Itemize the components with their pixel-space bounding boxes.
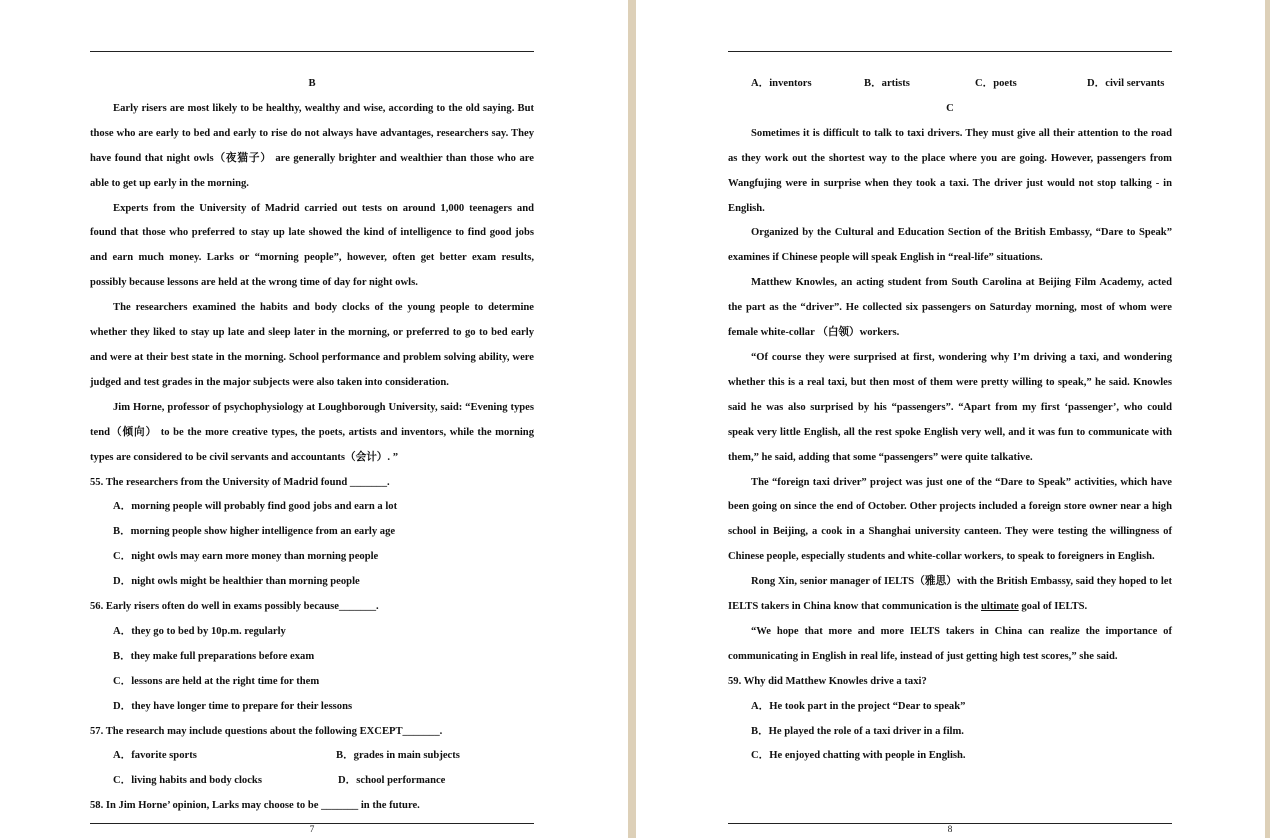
right-column (728, 72, 1172, 769)
answer-blank[interactable]: _______ (349, 476, 387, 488)
question-59: 59. Why did Matthew Knowles drive a taxi? (728, 675, 927, 687)
question-58: 58. In Jim Horne’ opinion, Larks may choose to be _______ in the future. (90, 800, 420, 812)
question-59-option-b[interactable]: B．He played the role of a taxi driver in a film. (751, 725, 964, 737)
question-56-option-d[interactable]: D．they have longer time to prepare for their lessons (113, 700, 353, 712)
page-gutter (628, 0, 636, 838)
passage-b-paragraph-4: Jim Horne, professor of psychophysiology at Loughborough University, said: “Evening types tend（倾向） to be the more creative types, the poets, artists and inventors, while the morning types are considered to be civil servants and accountants（会计）. ” (90, 401, 534, 463)
underlined-word: ultimate (981, 601, 1019, 613)
question-57-options-row-1 (90, 744, 534, 769)
question-58-option-c[interactable]: C．poets (975, 78, 1017, 89)
passage-c-paragraph-4: “Of course they were surprised at first, wondering why I’m driving a taxi, and wondering whether this is a real taxi, but then most of them were pretty willing to speak,” he said. Knowles said he was also surprised by his “passengers”. “Apart from my first ‘passenger’, who could speak very little English, all the rest spoke English very well, and it was fun to communicate with them,” he said, adding that some “passengers” were quite talkative. (728, 351, 1172, 463)
question-55-option-d[interactable]: D．night owls might be healthier than morning people (113, 576, 360, 588)
page-number: 7 (309, 825, 315, 835)
passage-c-paragraph-5: The “foreign taxi driver” project was just one of the “Dare to Speak” activities, which have been going on since the end of October. Other projects included a foreign store owner near a high school in Beijing, a cook in a Shanghai university canteen. They were testing the willingness of Chinese people, especially students and white-collar workers, to speak to foreigners in English. (728, 476, 1172, 563)
answer-blank[interactable]: _______ (402, 725, 440, 737)
passage-b-paragraph-1: Early risers are most likely to be healthy, wealthy and wise, according to the old saying. But those who are early to bed and early to rise do not always have advantages, researchers say. They have found that night owls（夜猫子） are generally brighter and wealthier than those who are able to get up early in the morning. (90, 102, 534, 189)
question-57-option-c[interactable]: C．living habits and body clocks (113, 775, 262, 787)
question-57: 57. The research may include questions about the following EXCEPT_______. (90, 725, 443, 737)
passage-c-paragraph-2: Organized by the Cultural and Education Section of the British Embassy, “Dare to Speak” examines if Chinese people will speak English in “real-life” situations. (728, 227, 1172, 264)
question-58-option-b[interactable]: B．artists (864, 78, 910, 89)
question-55-option-a[interactable]: A．morning people will probably find good jobs and earn a lot (113, 501, 398, 513)
question-55: 55. The researchers from the University of Madrid found _______. (90, 476, 390, 488)
left-column (90, 72, 534, 819)
question-57-options-row-2 (90, 769, 534, 794)
question-56-option-b[interactable]: B．they make full preparations before exam (113, 650, 315, 662)
question-57-option-d[interactable]: D．school performance (338, 775, 446, 787)
question-58-option-a[interactable]: A．inventors (751, 78, 812, 89)
question-57-option-a[interactable]: A．favorite sports (113, 750, 197, 762)
footer-rule (90, 823, 534, 824)
section-heading-c: C (946, 102, 954, 114)
question-55-option-b[interactable]: B．morning people show higher intelligence from an early age (113, 526, 396, 538)
passage-c-paragraph-6: Rong Xin, senior manager of IELTS（雅思）with the British Embassy, said they hoped to let IELTS takers in China know that communication is the ultimate goal of IELTS. (728, 576, 1172, 613)
passage-c-paragraph-7: “We hope that more and more IELTS takers in China can realize the importance of communicating in English in real life, instead of just getting high test scores,” she said. (728, 625, 1172, 662)
question-59-option-c[interactable]: C．He enjoyed chatting with people in English. (751, 750, 966, 762)
viewer-edge (1265, 0, 1270, 838)
question-55-option-c[interactable]: C．night owls may earn more money than morning people (113, 551, 379, 563)
passage-c-paragraph-1: Sometimes it is difficult to talk to taxi drivers. They must give all their attention to the road as they work out the shortest way to the place where you are going. However, passengers from Wangfujing were in surprise when they took a taxi. The driver just would not stop talking - in English. (728, 127, 1172, 214)
question-56-option-c[interactable]: C．lessons are held at the right time for them (113, 675, 320, 687)
answer-blank[interactable]: _______ (338, 601, 377, 613)
passage-c-paragraph-3: Matthew Knowles, an acting student from South Carolina at Beijing Film Academy, acted the part as the “driver”. He collected six passengers on Saturday morning, most of whom were female white-collar （白领）workers. (728, 277, 1172, 339)
question-56-option-a[interactable]: A．they go to bed by 10p.m. regularly (113, 625, 286, 637)
passage-b-paragraph-2: Experts from the University of Madrid carried out tests on around 1,000 teenagers and found that those who preferred to stay up late showed the kind of intelligence to find good jobs and earn much money. Larks or “morning people”, however, often get better exam results, possibly because lessons are held at the wrong time of day for night owls. (90, 202, 534, 289)
header-rule (728, 51, 1172, 52)
question-59-option-a[interactable]: A．He took part in the project “Dear to speak” (751, 700, 966, 712)
question-57-option-b[interactable]: B．grades in main subjects (336, 750, 460, 762)
answer-blank[interactable]: _______ (321, 800, 359, 812)
section-heading-b: B (308, 78, 316, 89)
footer-rule (728, 823, 1172, 824)
passage-b-paragraph-3: The researchers examined the habits and body clocks of the young people to determine whether they liked to stay up late and sleep later in the morning, or preferred to go to bed early and were at their best state in the morning. School performance and problem solving ability, were judged and test grades in the major subjects were also taken into consideration. (90, 302, 534, 388)
page-number: 8 (947, 825, 953, 835)
question-58-options (728, 72, 1172, 97)
question-58-option-d[interactable]: D．civil servants (1087, 78, 1165, 89)
question-56: 56. Early risers often do well in exams possibly because_______. (90, 601, 379, 613)
header-rule (90, 51, 534, 52)
